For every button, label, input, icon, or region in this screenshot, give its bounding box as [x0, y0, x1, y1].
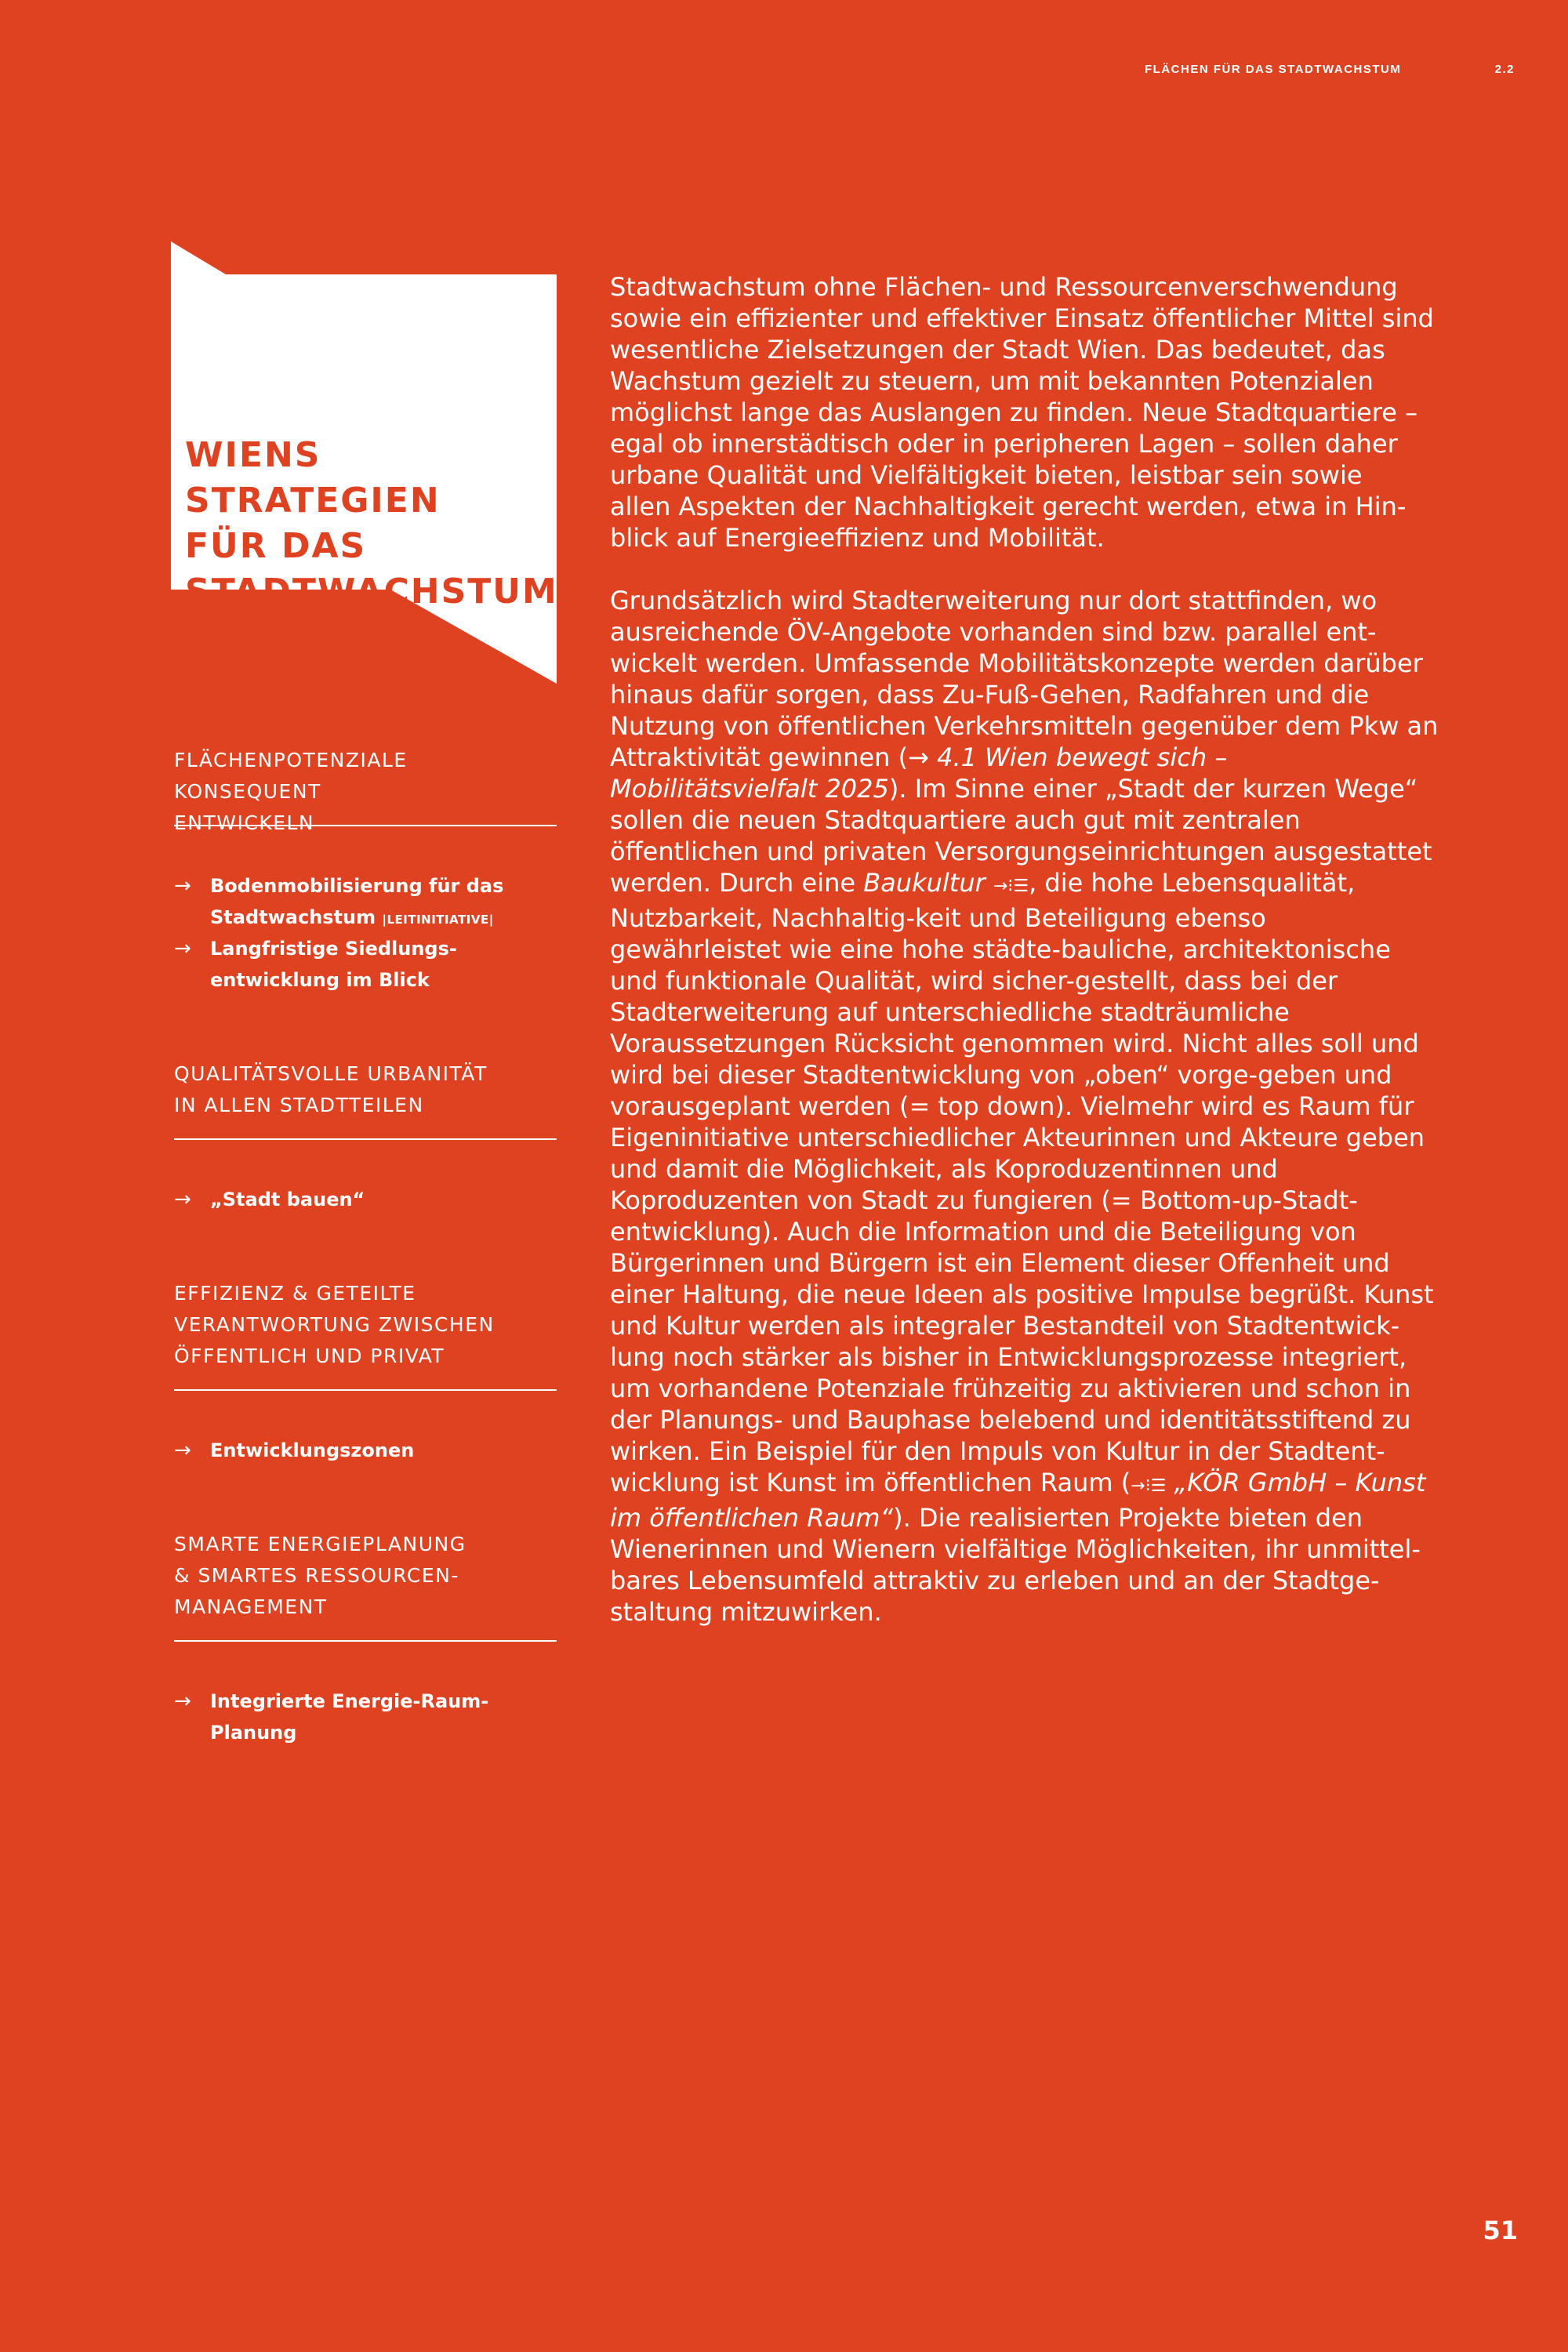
sidebar [174, 0, 557, 2352]
sidebar-section-heading: QUALITÄTSVOLLE URBANITÄT IN ALLEN STADTTEILEN [174, 1062, 488, 1116]
link-energie-raum-planung[interactable] [174, 1686, 557, 1744]
glossary-term-koer[interactable]: „KÖR GmbH – Kunst im öffentlichen Raum“ [610, 1468, 1426, 1533]
section-number: 2.2 [1494, 63, 1515, 76]
running-header [1145, 63, 1515, 85]
link-siedlungsentwicklung[interactable] [174, 933, 557, 996]
body-paragraph-1: Stadtwachstum ohne Flächen- und Ressourcenverschwendung sowie ein effizienter und effektiver Einsatz öffentlicher Mittel sind wesentliche Zielsetzungen der Stadt Wien. Das bedeutet, das Wachstum gezielt zu steuern, um mit bekannten Potenzialen möglichst lange das Auslangen zu finden. Neue Stadtquartiere – egal ob innerstädtisch oder in peripheren Lagen – sollen daher urbane Qualität und Vielfältigkeit bieten, leistbar sein sowie allen Aspekten der Nachhaltigkeit gerecht werden, etwa in Hin- blick auf Energieeffizienz und Mobilität. [610, 272, 1434, 553]
body-paragraph-2: Grundsätzlich wird Stadterweiterung nur dort stattfinden, wo ausreichende ÖV-Angebote vorhanden sind bzw. parallel ent-wickelt werden. Umfassende Mobilitätskonzepte werden darüber hinaus dafür sorgen, dass Zu-Fuß-Gehen, Radfahren und die Nutzung von öffentlichen Verkehrsmitteln gegenüber dem Pkw an Attraktivität gewinnen (→ 4.1 Wien bewegt sich – Mobilitätsvielfalt 2025). Im Sinne einer „Stadt der kurzen Wege“ sollen die neuen Stadtquartiere auch gut mit zentralen öffentlichen und privaten Versorgungseinrichtungen ausgestattet werden. Durch eine Baukultur →⁝☰, die hohe Lebensqualität, Nutzbarkeit, Nachhaltig-keit und Beteiligung ebenso gewährleistet wie eine hohe städte-bauliche, architektonische und funktionale Qualität, wird sicher-gestellt, dass bei der Stadterweiterung auf unterschiedliche stadträumliche Voraussetzungen Rücksicht genommen wird. Nicht alles soll und wird bei dieser Stadtentwicklung von „oben“ vorge-geben und vorausgeplant werden (= top down). Vielmehr wird es Raum für Eigeninitiative unterschiedlicher Akteurinnen und Akteure geben und damit die Möglichkeit, als Koproduzentinnen und Koproduzenten von Stadt zu fungieren (= Bottom-up-Stadt-entwicklung). Auch die Information und die Beteiligung von Bürgerinnen und Bürgern ist ein Element dieser Offenheit und einer Haltung, die neue Ideen als positive Impulse begrüßt. Kunst und Kultur werden als integraler Bestandteil von Stadtentwick-lung noch stärker als bisher in Entwicklungsprozesse integriert, um vorhandene Potenziale frühzeitig zu aktivieren und schon in der Planungs- und Bauphase belebend und identitätsstiftend zu wirken. Ein Beispiel für den Impuls von Kultur in der Stadtent-wicklung ist Kunst im öffentlichen Raum (→⁝☰ „KÖR GmbH – Kunst im öffentlichen Raum“). Die realisierten Projekte bieten den Wienerinnen und Wienern vielfältige Möglichkeiten, ihr unmittel-bares Lebensumfeld attraktiv zu erleben und an der Stadtge-staltung mitzuwirken. [610, 586, 1439, 1627]
link-label: Entwicklungszonen [210, 1439, 415, 1461]
arrow-right-icon: → [174, 1690, 191, 1713]
sidebar-section-heading: SMARTE ENERGIEPLANUNG & SMARTES RESSOURCEN- MANAGEMENT [174, 1533, 466, 1618]
title-line: FÜR DAS [185, 526, 367, 566]
link-entwicklungszonen[interactable] [174, 1435, 557, 1466]
body-text [610, 271, 1441, 1628]
link-label: Stadtwachstum [210, 906, 376, 928]
leitinitiative-badge: |LEITINITIATIVE| [382, 913, 494, 927]
glossary-link-icon[interactable]: →⁝☰ [993, 877, 1029, 896]
link-label: Langfristige Siedlungs- [210, 938, 457, 960]
glossary-term-baukultur[interactable]: Baukultur [863, 868, 985, 898]
section-divider [174, 1389, 557, 1391]
link-label: entwicklung im Blick [210, 969, 430, 991]
title-line: WIENS STRATEGIEN [185, 435, 441, 521]
link-stadt-bauen[interactable] [174, 1184, 557, 1215]
page-number: 51 [1483, 2216, 1518, 2245]
section-divider [174, 1138, 557, 1140]
glossary-link-icon[interactable]: →⁝☰ [1131, 1476, 1167, 1496]
arrow-right-icon: → [174, 874, 191, 898]
link-label: Bodenmobilisierung für das [210, 875, 504, 897]
sidebar-section-heading: EFFIZIENZ & GETEILTE VERANTWORTUNG ZWISCHEN ÖFFENTLICH UND PRIVAT [174, 1282, 495, 1367]
arrow-right-icon: → [174, 1188, 191, 1211]
link-label: „Stadt bauen“ [210, 1189, 365, 1210]
link-bodenmobilisierung[interactable] [174, 870, 557, 933]
sidebar-section-heading: FLÄCHENPOTENZIALE KONSEQUENT ENTWICKELN [174, 749, 408, 834]
section-divider [174, 1640, 557, 1642]
link-label: Integrierte Energie-Raum-Planung [210, 1690, 489, 1744]
section-title: FLÄCHEN FÜR DAS STADTWACHSTUM [1145, 63, 1402, 76]
arrow-right-icon: → [174, 1439, 191, 1462]
crossref-mobilitaetsvielfalt[interactable]: → 4.1 Wien bewegt sich – Mobilitätsvielfalt 2025 [610, 742, 1228, 804]
arrow-right-icon: → [174, 937, 191, 960]
section-divider [174, 825, 557, 826]
title-line: STADTWACHSTUM [185, 572, 558, 612]
